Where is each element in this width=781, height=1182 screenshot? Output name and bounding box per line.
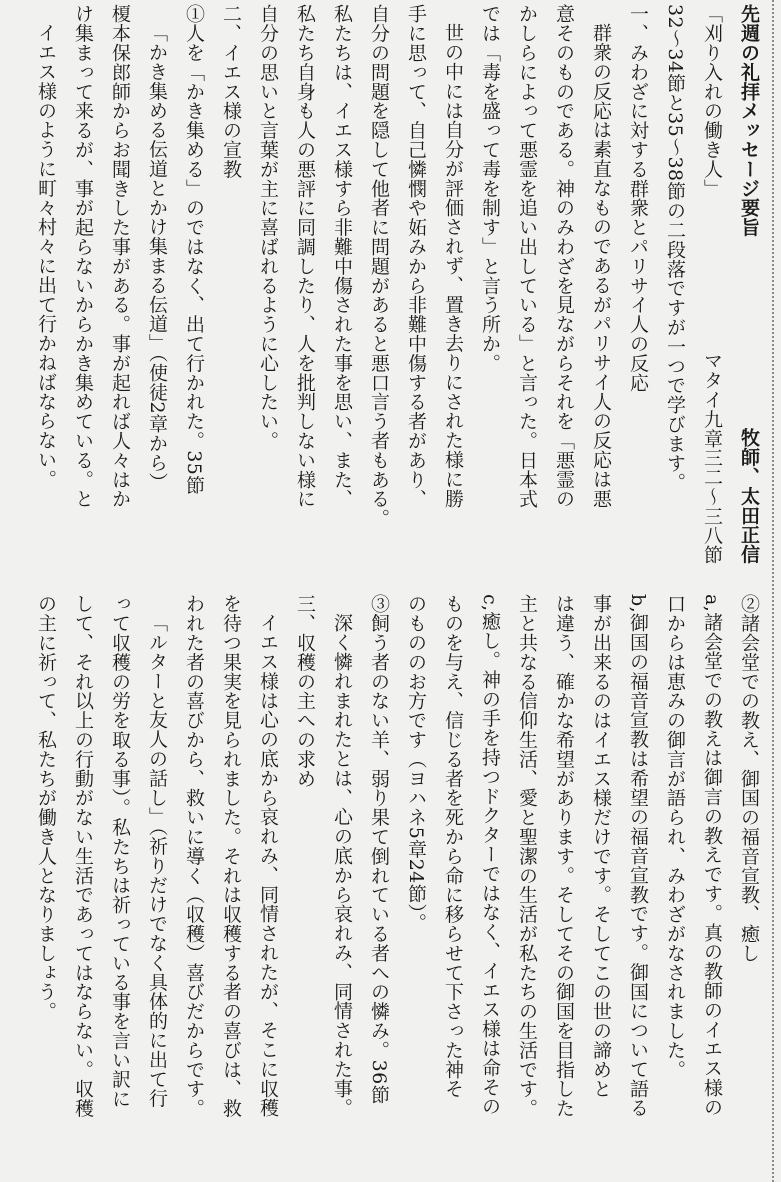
text-line: 私たち自身も人の悪評に同調したり、人を批判しない様に [294, 4, 316, 509]
page-edge-divider [772, 0, 777, 1182]
document-author: 牧師、太田正信 [738, 428, 760, 564]
text-line: を待つ果実を見られました。それは収穫する者の喜びは、救 [220, 594, 242, 1118]
text-line: の主に祈って、私たちが働き人となりましょう。 [35, 594, 57, 1021]
text-line: のもののお方です（ヨハネ5章24節）。 [405, 594, 427, 933]
section-heading: 三、収穫の主への求め [294, 594, 316, 788]
text-line: は違う、確かな希望があります。そしてその御国を目指した [553, 594, 575, 1118]
text-line: ①人を「かき集める」のではなく、出て行かれた。35節 [183, 4, 205, 495]
text-line: では「毒を盛って毒を制す」と言う所か。 [479, 4, 501, 373]
text-line: 榎本保郎師からお聞きした事がある。事が起れば人々はか [109, 4, 131, 509]
scripture-reference: マタイ九章三二～三八節 [701, 350, 723, 564]
section-heading: 一、みわざに対する群衆とパリサイ人の反応 [627, 4, 649, 392]
message-title: 「刈り入れの働き人」 [701, 4, 723, 198]
document-title: 先週の礼拝メッセージ要旨 [738, 4, 760, 237]
text-line: 事が出来るのはイエス様だけです。そしてこの世の諦めと [590, 594, 612, 1099]
text-line: け集まって来るが、事が起らないからかき集めている。と [72, 4, 94, 509]
text-line: われた者の喜びから、救いに導く（収穫）喜びだからです。 [183, 594, 205, 1118]
text-line: 口からは恵みの御言が語られ、みわざがなされました。 [664, 594, 686, 1079]
text-line: b,御国の福音宣教は希望の福音宣教です。御国について語る [627, 594, 649, 1118]
section-heading: 二、イエス様の宣教 [220, 4, 242, 179]
text-line: 手に思って、自己憐憫や妬みから非難中傷する者があり、 [405, 4, 427, 509]
text-line: 自分の思いと言葉が主に喜ばれるように心したい。 [257, 4, 279, 451]
text-line: 自分の問題を隠して他者に問題があると悪口言う者もある。 [368, 4, 390, 528]
text-line: 深く憐れまれたとは、心の底から哀れみ、同情された事。 [331, 613, 353, 1118]
text-line: 意そのものである。神のみわざを見ながらそれを「悪霊の [553, 4, 575, 509]
text-line: かしらによって悪霊を追い出している」と言った。日本式 [516, 4, 538, 509]
text-line: 私たちは、イエス様すら非難中傷された事を思い、また、 [331, 4, 353, 509]
text-line: 主と共なる信仰生活、愛と聖潔の生活が私たちの生活です。 [516, 594, 538, 1118]
lower-section [27, 594, 767, 1169]
message-title-line [693, 4, 730, 564]
text-line: ③飼う者のない羊、弱り果て倒れている者への憐み。36節 [368, 594, 390, 1104]
text-line: a,諸会堂での教えは御言の教えです。真の教師のイエス様の [701, 594, 723, 1117]
text-line: 「かき集める伝道とかけ集まる伝道」（使徒2章から） [146, 23, 168, 492]
text-line: 32～34節と35～38節の二段落ですが一つで学びます。 [664, 4, 686, 492]
text-line: c,癒し。神の手を持つドクターではなく、イエス様は命その [479, 594, 501, 1116]
text-line: ものを与え、信じる者を死から命に移らせて下さった神そ [442, 594, 464, 1099]
text-line: って収穫の労を取る事）。私たちは祈っている事を言い訳に [109, 594, 131, 1109]
text-line: 「ルターと友人の話し」（祈りだけでなく具体的に出て行 [146, 613, 168, 1108]
text-line: 世の中には自分が評価されず、置き去りにされた様に勝 [442, 23, 464, 508]
text-line: ②諸会堂での教え、御国の福音宣教、癒し [738, 594, 760, 963]
text-line: して、それ以上の行動がない生活であってはならない。収穫 [72, 594, 94, 1118]
text-line: イエス様は心の底から哀れみ、同情されたが、そこに収穫 [257, 613, 279, 1118]
upper-section [27, 4, 767, 564]
title-line [730, 4, 767, 564]
text-line: 群衆の反応は素直なものであるがパリサイ人の反応は悪 [590, 23, 612, 508]
text-line: イエス様のように町々村々に出て行かねばならない。 [35, 23, 57, 489]
